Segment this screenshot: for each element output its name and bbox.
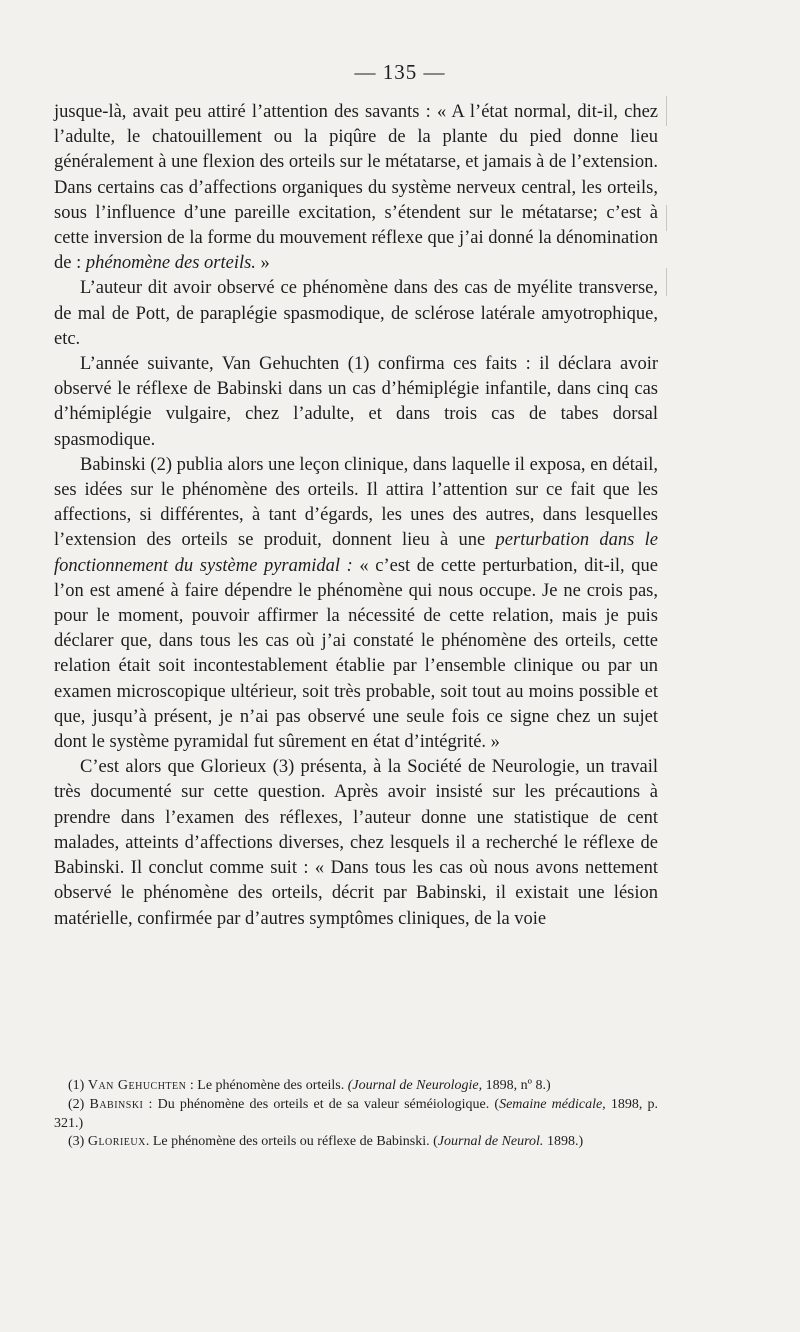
paragraph (54, 755, 658, 931)
italic-text: Journal de Neurol. (437, 1134, 544, 1150)
author-name: Glorieux (87, 1134, 146, 1150)
author-name: Babinski (89, 1096, 144, 1112)
paragraph (54, 100, 658, 276)
author-name: Van Gehuchten (87, 1078, 187, 1093)
text-run: L’auteur dit avoir observé ce phénomène dans des cas de myélite transverse, de mal de Pott, de paraplégie spasmodique, de sclérose latérale amyotrophique, etc. (54, 278, 658, 349)
page-edge-mark (666, 205, 667, 231)
text-run: (2) (68, 1096, 90, 1112)
paragraph (54, 453, 658, 755)
footnotes (54, 1077, 658, 1152)
text-run: 1898, nº 8.) (482, 1078, 551, 1093)
text-run: : Le phénomène des orteils. (186, 1078, 348, 1093)
footnote (54, 1077, 658, 1096)
text-run: L’année suivante, Van Gehuchten (1) confirma ces faits : il déclara avoir observé le réflexe de Babinski dans un cas d’hémiplégie infantile, dans cinq cas d’hémiplégie vulgaire, chez l’adulte, et dans trois cas de tabes dorsal spasmodique. (54, 354, 658, 450)
text-run: (1) (68, 1078, 88, 1093)
text-run: (3) (68, 1134, 88, 1150)
italic-text: Semaine médicale, (499, 1096, 606, 1112)
text-run: » (255, 253, 270, 274)
footnote (54, 1133, 658, 1152)
text-run: « c’est de cette perturbation, dit-il, que l’on est amené à faire dépendre le phénomène qui nous occupe. Je ne crois pas, pour le moment, pouvoir affirmer la nécessité de cette relation, mais je puis déclarer que, dans tous les cas où j’ai constaté le phénomène des orteils, cette relation était soit incontestablement établie par l’ensemble clinique ou par un examen microscopique ultérieur, soit très probable, soit tout au moins possible et que, jusqu’à présent, je n’ai pas observé une seule fois ce signe chez un sujet dont le système pyramidal fut sûrement en état d’intégrité. » (54, 555, 658, 753)
footnote (54, 1096, 658, 1134)
text-run: 1898, p. 321.) (54, 1096, 658, 1131)
text-run: jusque-là, avait peu attiré l’attention des savants : « A l’état normal, dit-il, chez l’adulte, le chatouillement ou la piqûre de la plante du pied donne lieu généralement à une flexion des orteils sur le métatarse, et jamais à de l’extension. Dans certains cas d’affections organiques du système nerveux central, les orteils, sous l’influence d’une pareille excitation, s’étendent sur le métatarse; c’est à cette inversion de la forme du mouvement réflexe que j’ai donné la dénomination de : (54, 102, 658, 274)
text-run: C’est alors que Glorieux (3) présenta, à la Société de Neurologie, un travail très documenté sur cette question. Après avoir insisté sur les précautions à prendre dans l’examen des réflexes, l’auteur donne une statistique de cent malades, atteints d’affections diverses, chez lesquels il a recherché le réflexe de Babinski. Il conclut comme suit : « Dans tous les cas où nous avons nettement observé le phénomène des orteils, décrit par Babinski, il existait une lésion matérielle, confirmée par d’autres symptômes cliniques, de la voie (54, 757, 658, 929)
text-run: Babinski (2) publia alors une leçon clinique, dans laquelle il exposa, en détail, ses idées sur le phénomène des orteils. Il attira l’attention sur ce fait que les affections, si différentes, à tant d’égards, les unes des autres, dans lesquelles l’extension des orteils se produit, donnent lieu à une (54, 454, 658, 551)
page-number: — 135 — (354, 60, 446, 84)
text-run: 1898.) (543, 1134, 584, 1150)
body-text (54, 100, 658, 932)
page-edge-mark (666, 96, 667, 126)
text-run: . Le phénomène des orteils ou réflexe de Babinski. ( (145, 1134, 438, 1150)
italic-text: (Journal de Neurologie, (347, 1078, 483, 1093)
text-run: : Du phénomène des orteils et de sa valeur séméiologique. ( (143, 1096, 500, 1112)
italic-text: perturbation dans le fonctionnement du système pyramidal : (54, 530, 658, 576)
paragraph (54, 276, 658, 352)
italic-text: phénomène des orteils. (85, 253, 256, 274)
page-edge-mark (666, 268, 667, 296)
paragraph (54, 352, 658, 453)
